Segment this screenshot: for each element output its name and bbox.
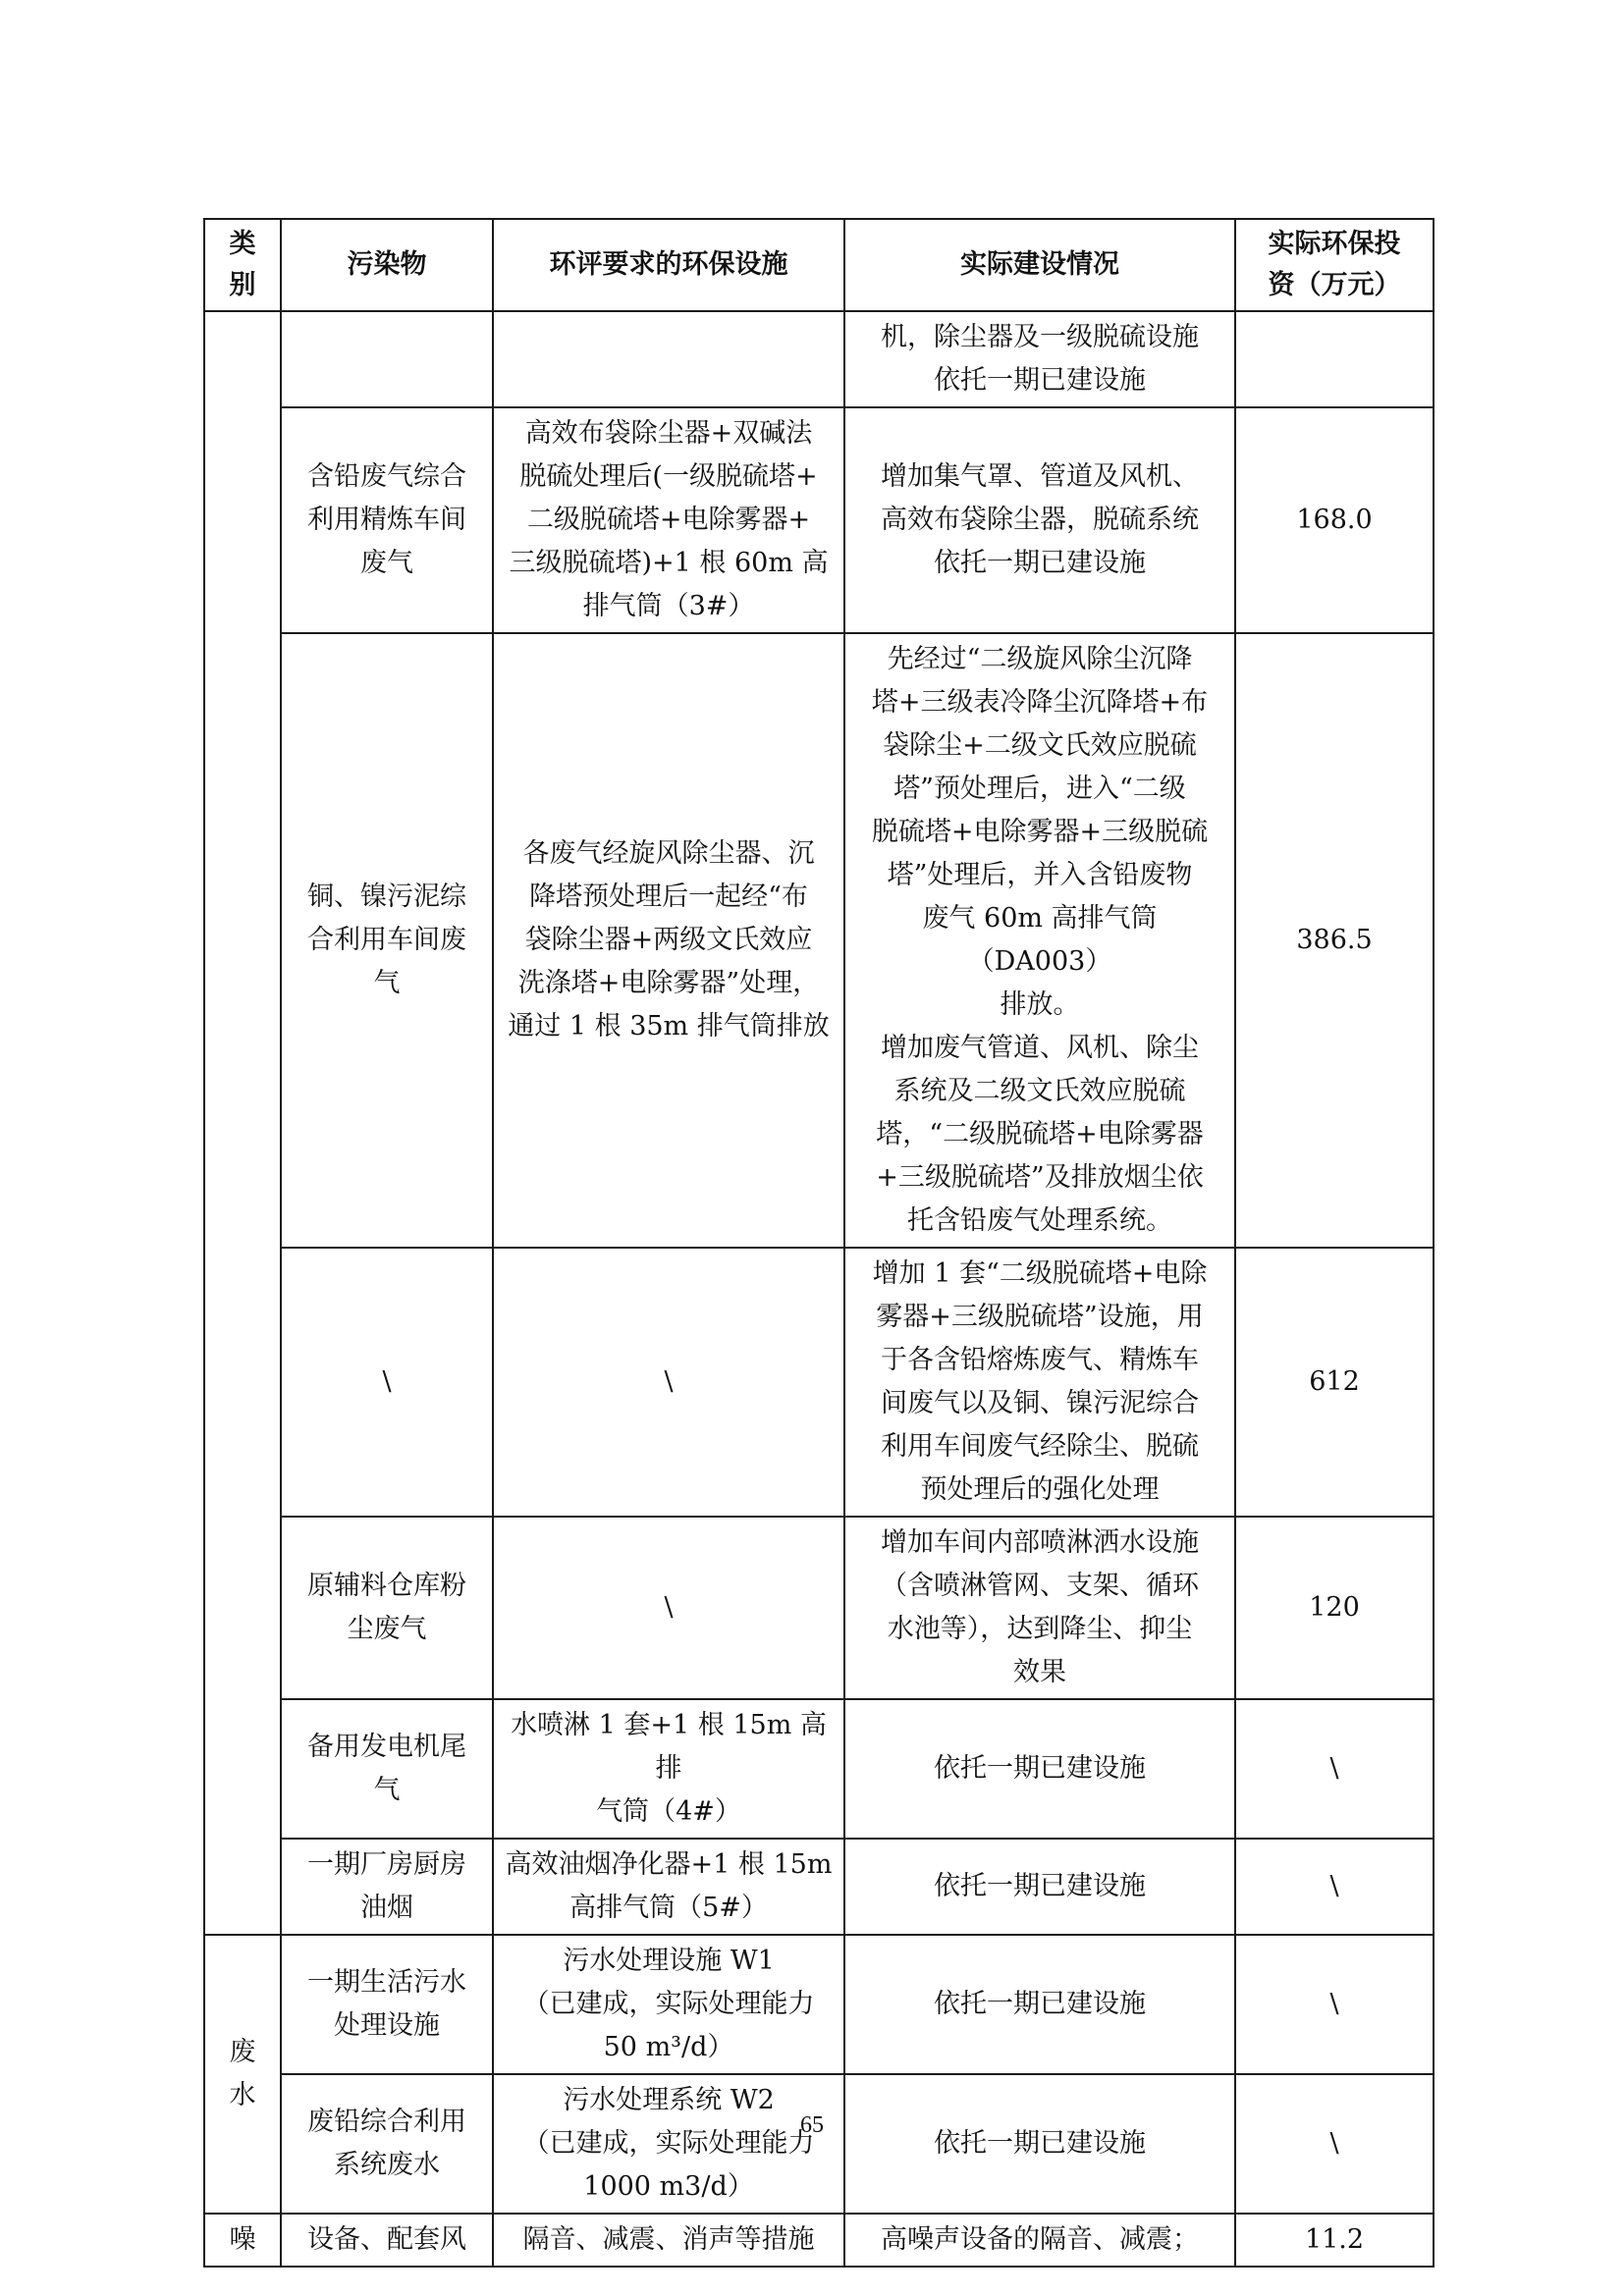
- pollutant-cell: \: [281, 1248, 493, 1517]
- actual-cell: 依托一期已建设施: [844, 2074, 1235, 2214]
- header-pollutant: 污染物: [281, 219, 493, 311]
- investment-cell: 386.5: [1235, 633, 1434, 1248]
- pollutant-cell: 废铅综合利用 系统废水: [281, 2074, 493, 2214]
- page-number: 65: [800, 2112, 824, 2138]
- investment-cell: 11.2: [1235, 2214, 1434, 2267]
- table-row: [204, 1248, 1434, 1517]
- category-cell-waste-water: 废 水: [204, 1935, 281, 2214]
- pollutant-cell: 设备、配套风: [281, 2214, 493, 2267]
- required-cell: 高效布袋除尘器+双碱法 脱硫处理后(一级脱硫塔+ 二级脱硫塔+电除雾器+ 三级脱硫塔)+1 根 60m 高 排气筒（3#）: [493, 407, 844, 633]
- actual-cell: 依托一期已建设施: [844, 1935, 1235, 2074]
- pollutant-cell: 原辅料仓库粉 尘废气: [281, 1517, 493, 1699]
- pollutant-cell: [281, 311, 493, 407]
- required-cell: \: [493, 1248, 844, 1517]
- header-category: 类 别: [204, 219, 281, 311]
- investment-cell: 612: [1235, 1248, 1434, 1517]
- required-cell: \: [493, 1517, 844, 1699]
- actual-cell: 高噪声设备的隔音、减震；: [844, 2214, 1235, 2267]
- required-cell: 隔音、减震、消声等措施: [493, 2214, 844, 2267]
- table-row: [204, 1699, 1434, 1839]
- pollutant-cell: 一期厂房厨房 油烟: [281, 1839, 493, 1935]
- table-row: [204, 1935, 1434, 2074]
- pollutant-cell: 含铅废气综合 利用精炼车间 废气: [281, 407, 493, 633]
- table-row: [204, 407, 1434, 633]
- table-row: [204, 633, 1434, 1248]
- investment-cell: 120: [1235, 1517, 1434, 1699]
- required-cell: 污水处理系统 W2 （已建成，实际处理能力 1000 m3/d）: [493, 2074, 844, 2214]
- category-cell-noise: 噪: [204, 2214, 281, 2267]
- table-row: [204, 2214, 1434, 2267]
- table-row: [204, 1517, 1434, 1699]
- actual-cell: 机，除尘器及一级脱硫设施 依托一期已建设施: [844, 311, 1235, 407]
- required-cell: 水喷淋 1 套+1 根 15m 高排 气筒（4#）: [493, 1699, 844, 1839]
- category-cell-blank: [204, 311, 281, 1935]
- header-actual-construction: 实际建设情况: [844, 219, 1235, 311]
- actual-cell: 依托一期已建设施: [844, 1699, 1235, 1839]
- required-cell: 污水处理设施 W1 （已建成，实际处理能力 50 m³/d）: [493, 1935, 844, 2074]
- pollutant-cell: 备用发电机尾 气: [281, 1699, 493, 1839]
- actual-cell: 增加 1 套“二级脱硫塔+电除 雾器+三级脱硫塔”设施，用 于各含铅熔炼废气、精炼车 间废气以及铜、镍污泥综合 利用车间废气经除尘、脱硫 预处理后的强化处理: [844, 1248, 1235, 1517]
- actual-cell: 增加集气罩、管道及风机、 高效布袋除尘器，脱硫系统 依托一期已建设施: [844, 407, 1235, 633]
- header-row: [204, 219, 1434, 311]
- investment-cell: \: [1235, 1935, 1434, 2074]
- investment-cell: \: [1235, 1699, 1434, 1839]
- table-row: [204, 2074, 1434, 2214]
- required-cell: [493, 311, 844, 407]
- actual-cell: 先经过“二级旋风除尘沉降 塔+三级表冷降尘沉降塔+布 袋除尘+二级文氏效应脱硫 塔”预处理后，进入“二级 脱硫塔+电除雾器+三级脱硫 塔”处理后，并入含铅废物 废气 60m 高排气筒（DA003） 排放。 增加废气管道、风机、除尘 系统及二级文氏效应脱硫 塔，“二级脱硫塔+电除雾器 +三级脱硫塔”及排放烟尘依 托含铅废气处理系统。: [844, 633, 1235, 1248]
- investment-cell: 168.0: [1235, 407, 1434, 633]
- table-row: [204, 1839, 1434, 1935]
- required-cell: 各废气经旋风除尘器、沉 降塔预处理后一起经“布 袋除尘器+两级文氏效应 洗涤塔+电除雾器”处理， 通过 1 根 35m 排气筒排放: [493, 633, 844, 1248]
- table-row: [204, 311, 1434, 407]
- header-required-facilities: 环评要求的环保设施: [493, 219, 844, 311]
- environmental-facilities-table: [203, 218, 1435, 2268]
- actual-cell: 增加车间内部喷淋洒水设施 （含喷淋管网、支架、循环 水池等），达到降尘、抑尘 效果: [844, 1517, 1235, 1699]
- header-investment: 实际环保投 资（万元）: [1235, 219, 1434, 311]
- actual-cell: 依托一期已建设施: [844, 1839, 1235, 1935]
- investment-cell: \: [1235, 2074, 1434, 2214]
- investment-cell: [1235, 311, 1434, 407]
- pollutant-cell: 一期生活污水 处理设施: [281, 1935, 493, 2074]
- required-cell: 高效油烟净化器+1 根 15m 高排气筒（5#）: [493, 1839, 844, 1935]
- pollutant-cell: 铜、镍污泥综 合利用车间废 气: [281, 633, 493, 1248]
- investment-cell: \: [1235, 1839, 1434, 1935]
